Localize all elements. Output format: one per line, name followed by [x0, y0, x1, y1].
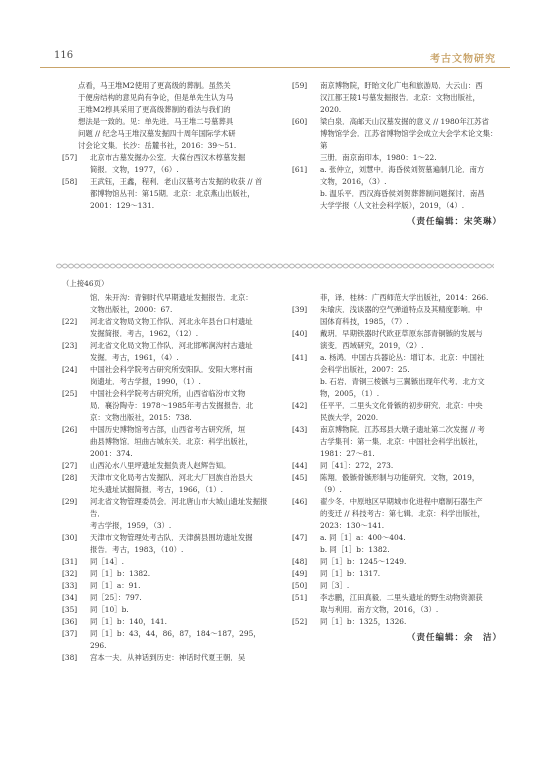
reference-number: [28] — [62, 473, 78, 482]
reference-number: [24] — [62, 365, 78, 374]
reference-text — [90, 568, 277, 580]
reference-entry — [62, 388, 277, 424]
reference-entry — [292, 460, 502, 472]
paragraph-line: 于便房结构的意见尚有争论，但是单先生认为马 — [78, 93, 234, 102]
reference-text — [90, 652, 277, 664]
paragraph-line: 王堆M2椁具采用了更高级葬制的看法与我们的 — [78, 105, 231, 114]
reference-line: 李志鹏，江田真毅．二里头遗址的野生动物资源获 — [320, 593, 483, 602]
reference-number: [52] — [292, 617, 308, 626]
reference-text — [320, 496, 502, 532]
reference-line: 王武钰，王鑫，程利．老山汉墓考古发掘的收获 // 首 — [90, 177, 263, 186]
reference-line: a. 杨鸿．中国古兵器论丛：增订本．北京：中国社 — [320, 353, 485, 362]
reference-line: 同［1］b：1317. — [320, 569, 381, 578]
reference-line: 局．襄汾陶寺：1978～1985年考古发掘报告．北 — [90, 401, 254, 410]
reference-line: 的变迁 // 科技考古：第七辑．北京：科学出版社， — [320, 509, 485, 518]
reference-number: [22] — [62, 317, 78, 326]
reference-line: b. 石岩．青铜三棱镞与三翼镞出现年代考．北方文 — [320, 377, 485, 386]
reference-line: 演变．西域研究，2019，（2）. — [320, 341, 424, 350]
reference-number: [23] — [62, 341, 78, 350]
reference-line: 同［1］a：91. — [90, 581, 141, 590]
reference-line: 报告．考古，1983，（10）. — [90, 545, 184, 554]
reference-line: a. 张仲立，刘慧中．海昏侯刘贺墓遍制几论．南方 — [320, 165, 485, 174]
reference-line: 南京博物院，盱眙文化广电和旅游局．大云山：西 — [320, 81, 483, 90]
reference-line: 博物馆学会．江苏省博物馆学会成立大会学术论文集：第 — [320, 129, 498, 150]
reference-line: 南京博物院．江苏邳县大墩子遗址第二次发掘 // 考 — [320, 425, 485, 434]
reference-entry — [62, 604, 277, 616]
reference-text — [320, 400, 502, 424]
reference-text — [90, 364, 277, 388]
reference-number: [35] — [62, 605, 78, 614]
reference-number: [36] — [62, 617, 78, 626]
reference-line: 宫本一夫．从神话到历史：神话时代夏王朝．吴 — [90, 653, 246, 662]
reference-number: [50] — [292, 581, 308, 590]
reference-text — [90, 604, 277, 616]
reference-text — [320, 532, 502, 544]
reference-number — [292, 376, 320, 400]
reference-entry — [62, 424, 277, 460]
reference-text — [320, 188, 502, 212]
reference-line: 梁白泉．高邮天山汉墓发掘的意义 // 1980年江苏省 — [320, 117, 489, 126]
reference-entry — [62, 532, 277, 556]
continued-line: 文物出版社，2000：67. — [90, 305, 173, 314]
section-divider — [56, 262, 494, 270]
header-rule — [40, 67, 510, 68]
reference-number: [42] — [292, 401, 308, 410]
reference-line: 简报．文物，1977，（6）. — [90, 165, 179, 174]
reference-entry — [292, 472, 502, 496]
reference-text — [90, 388, 277, 424]
reference-number: [59] — [292, 81, 308, 90]
reference-entry — [62, 460, 277, 472]
reference-text — [320, 376, 502, 400]
reference-number — [292, 188, 320, 212]
reference-text — [90, 496, 277, 532]
reference-entry — [292, 592, 502, 616]
reference-number: [49] — [292, 569, 308, 578]
paragraph-line: 问题 // 纪念马王堆汉墓发掘四十周年国际学术研 — [78, 129, 236, 138]
continuation-label: （上接46页） — [62, 279, 109, 288]
reference-text — [320, 116, 502, 164]
reference-line: 汉江都王陵1号墓发掘报告．北京：文物出版社， — [320, 93, 480, 102]
reference-text — [320, 580, 502, 592]
reference-number: [41] — [292, 353, 308, 362]
reference-entry — [62, 316, 277, 340]
reference-entry — [292, 304, 502, 328]
reference-text — [320, 328, 502, 352]
reference-entry — [62, 652, 277, 664]
reference-line: b. 温乐平．西汉海昏侯刘贺葬葬制问题探讨．南昌 — [320, 189, 485, 198]
reference-number: [25] — [62, 389, 78, 398]
reference-entry — [62, 580, 277, 592]
reference-number: [51] — [292, 593, 308, 602]
reference-text — [320, 352, 502, 376]
paragraph-line: 讨会论文集．长沙：岳麓书社，2016：39～51. — [78, 141, 237, 150]
reference-entry — [292, 556, 502, 568]
reference-line: 同［41］：272，273. — [320, 461, 394, 470]
top-right-column — [292, 80, 502, 228]
reference-number: [47] — [292, 533, 308, 542]
reference-entry — [62, 616, 277, 628]
reference-number: [45] — [292, 473, 308, 482]
reference-line: 2020. — [320, 105, 342, 114]
reference-line: 河北省文物管理委员会．河北唐山市大城山遗址发掘报告． — [90, 497, 268, 518]
reference-line: 同［25］：797. — [90, 593, 142, 602]
reference-number: [61] — [292, 165, 308, 174]
reference-number — [292, 544, 320, 556]
reference-line: 同［1］b：1325，1326. — [320, 617, 407, 626]
reference-text — [90, 472, 277, 496]
reference-line: 2001：129～131. — [90, 201, 155, 210]
wavy-divider-icon — [56, 262, 494, 270]
paragraph-line: 想法是一致的。见：单先进．马王堆二号墓葬具 — [78, 117, 234, 126]
reference-text — [90, 176, 277, 212]
reference-entry — [292, 424, 502, 460]
reference-entry — [292, 376, 502, 400]
reference-text — [320, 472, 502, 496]
reference-text — [320, 592, 502, 616]
reference-line: 中国社会科学院考古研究所安阳队．安阳大寒村南 — [90, 365, 253, 374]
reference-number: [40] — [292, 329, 308, 338]
reference-entry — [62, 628, 277, 652]
reference-entry — [62, 496, 277, 532]
reference-number: [29] — [62, 497, 78, 506]
reference-number: [26] — [62, 425, 78, 434]
reference-line: a. 同［1］a：400～404. — [320, 533, 406, 542]
reference-line: 同［1］b：43，44，86，87，184～187，295，296. — [90, 629, 261, 650]
reference-entry — [62, 472, 277, 496]
reference-entry — [292, 352, 502, 376]
reference-number: [58] — [62, 177, 78, 186]
paragraph-line: 点看，马王堆M2使用了更高级的葬制。虽然关 — [78, 81, 231, 90]
editor-credit: （责任编辑：余 洁） — [406, 633, 502, 643]
reference-line: 河北省文化局文物工作队．河北邯郸涧沟村古遗址 — [90, 341, 253, 350]
reference-text — [320, 80, 502, 116]
reference-line: 翟少冬．中原地区早期城市化进程中磨制石器生产 — [320, 497, 483, 506]
reference-line: 京：文物出版社，2015：738. — [90, 413, 192, 422]
reference-line: 北京市古墓发掘办公室．大葆台西汉木椁墓发掘 — [90, 153, 246, 162]
reference-number: [43] — [292, 425, 308, 434]
reference-line: 朱瑜庆．浅谈器的空气弹道特点及其精度影响．中 — [320, 305, 483, 314]
reference-text — [320, 424, 502, 460]
reference-line: 大学学报（人文社会科学版），2019，（4）. — [320, 201, 465, 210]
reference-number: [30] — [62, 533, 78, 542]
reference-line: 陈翔．骰镞骨镞形制与功能研究．文物，2019， — [320, 473, 480, 482]
bottom-right-column — [292, 292, 502, 644]
reference-line: 中国历史博物馆考古部，山西省考古研究所，垣 — [90, 425, 246, 434]
reference-line: 同［1］b：1245～1249. — [320, 557, 407, 566]
reference-text — [320, 556, 502, 568]
reference-line: 都博物馆丛刊：第15期．北京：北京燕山出版社， — [90, 189, 255, 198]
reference-line: 中国社会科学院考古研究所，山西省临汾市文物 — [90, 389, 246, 398]
reference-text — [90, 616, 277, 628]
reference-text — [320, 304, 502, 328]
reference-line: 曲县博物馆．垣曲古城东关．北京：科学出版社， — [90, 437, 253, 446]
reference-line: 任平平．二里头文化骨镞的初步研究．北京：中央 — [320, 401, 483, 410]
reference-text — [90, 460, 277, 472]
reference-line: 民族大学，2020. — [320, 413, 379, 422]
reference-line: 山西沁水八里坪遗址发掘负责人赵辉告知。 — [90, 461, 231, 470]
reference-line: 考古学报，1959，（3）. — [90, 521, 172, 530]
reference-line: b. 同［1］b：1382. — [320, 545, 390, 554]
reference-number: [57] — [62, 153, 78, 162]
reference-line: 天津市文物管理处考古队．天津蓟县围坊遗址发掘 — [90, 533, 253, 542]
editor-credit: （责任编辑：宋笑琳） — [406, 217, 502, 227]
reference-line: （9）. — [320, 485, 342, 494]
reference-line: 1981：27～81. — [320, 449, 375, 458]
reference-entry — [292, 616, 502, 628]
reference-number: [37] — [62, 629, 78, 638]
reference-number: [60] — [292, 117, 308, 126]
reference-text — [320, 616, 502, 628]
continued-line: 菲，译．桂林：广西师范大学出版社，2014：266. — [320, 293, 489, 302]
reference-entry — [292, 164, 502, 188]
reference-number: [38] — [62, 653, 78, 662]
reference-line: 同［14］. — [90, 557, 124, 566]
reference-entry — [62, 364, 277, 388]
reference-entry — [62, 176, 277, 212]
reference-line: 发掘简报．考古，1962，（12）. — [90, 329, 199, 338]
reference-line: 同［3］. — [320, 581, 350, 590]
reference-line: 三册．南京南印本，1980：1～22. — [320, 153, 437, 162]
reference-number: [48] — [292, 557, 308, 566]
reference-number: [44] — [292, 461, 308, 470]
reference-line: 戴玥．早期铁器时代欧亚草原东部青铜镞的发展与 — [320, 329, 483, 338]
reference-line: 天津市文化局考古发掘队．河北大厂回族自治县大 — [90, 473, 253, 482]
reference-entry — [62, 556, 277, 568]
reference-number: [31] — [62, 557, 78, 566]
reference-line: 2023：130～141. — [320, 521, 385, 530]
page-header — [40, 30, 510, 66]
bottom-left-column — [62, 292, 277, 664]
reference-text — [320, 568, 502, 580]
reference-text — [90, 340, 277, 364]
top-left-column — [62, 80, 277, 212]
reference-line: 物，2005，（1）. — [320, 389, 380, 398]
reference-number: [46] — [292, 497, 308, 506]
reference-text — [90, 424, 277, 460]
reference-entry — [62, 592, 277, 604]
continued-line: 馆．朱开沟：青铜时代早期遗址发掘报告．北京： — [90, 293, 253, 302]
reference-entry — [292, 544, 502, 556]
reference-text — [320, 460, 502, 472]
reference-line: 发掘．考古，1961，（4）. — [90, 353, 179, 362]
reference-text — [90, 316, 277, 340]
reference-text — [90, 556, 277, 568]
reference-entry — [292, 188, 502, 212]
reference-entry — [62, 340, 277, 364]
reference-line: 会科学出版社，2007：25. — [320, 365, 410, 374]
reference-number: [39] — [292, 305, 308, 314]
reference-entry — [292, 580, 502, 592]
reference-entry — [292, 400, 502, 424]
reference-text — [90, 580, 277, 592]
reference-line: 古学集刊：第一集．北京：中国社会科学出版社， — [320, 437, 483, 446]
reference-line: 国体育科技，1985，（7）. — [320, 317, 409, 326]
reference-entry — [292, 496, 502, 532]
reference-entry — [292, 80, 502, 116]
reference-line: 取与利用．南方文物，2016，（3）. — [320, 605, 439, 614]
reference-entry — [292, 328, 502, 352]
reference-number: [34] — [62, 593, 78, 602]
reference-text — [90, 152, 277, 176]
reference-text — [90, 628, 277, 652]
reference-number: [33] — [62, 581, 78, 590]
reference-text — [90, 592, 277, 604]
reference-entry — [62, 152, 277, 176]
reference-number: [32] — [62, 569, 78, 578]
reference-text — [320, 164, 502, 188]
journal-title: 考古文物研究 — [430, 54, 496, 65]
reference-text — [320, 544, 502, 556]
reference-text — [90, 532, 277, 556]
reference-line: 坨头遗址试掘简报．考古，1966，（1）. — [90, 485, 224, 494]
reference-line: 2001：374. — [90, 449, 133, 458]
reference-entry — [292, 568, 502, 580]
reference-line: 同［10］b. — [90, 605, 129, 614]
reference-entry — [292, 116, 502, 164]
reference-line: 同［1］b：140，141. — [90, 617, 167, 626]
reference-entry — [292, 532, 502, 544]
reference-line: 岗遗址．考古学报，1990，（1）. — [90, 377, 201, 386]
reference-line: 同［1］b：1382. — [90, 569, 151, 578]
reference-line: 河北省文物局文物工作队．河北永年县台口村遗址 — [90, 317, 253, 326]
page-number: 116 — [54, 50, 74, 61]
reference-number: [27] — [62, 461, 78, 470]
reference-entry — [62, 568, 277, 580]
reference-line: 文物，2016，（3）. — [320, 177, 387, 186]
